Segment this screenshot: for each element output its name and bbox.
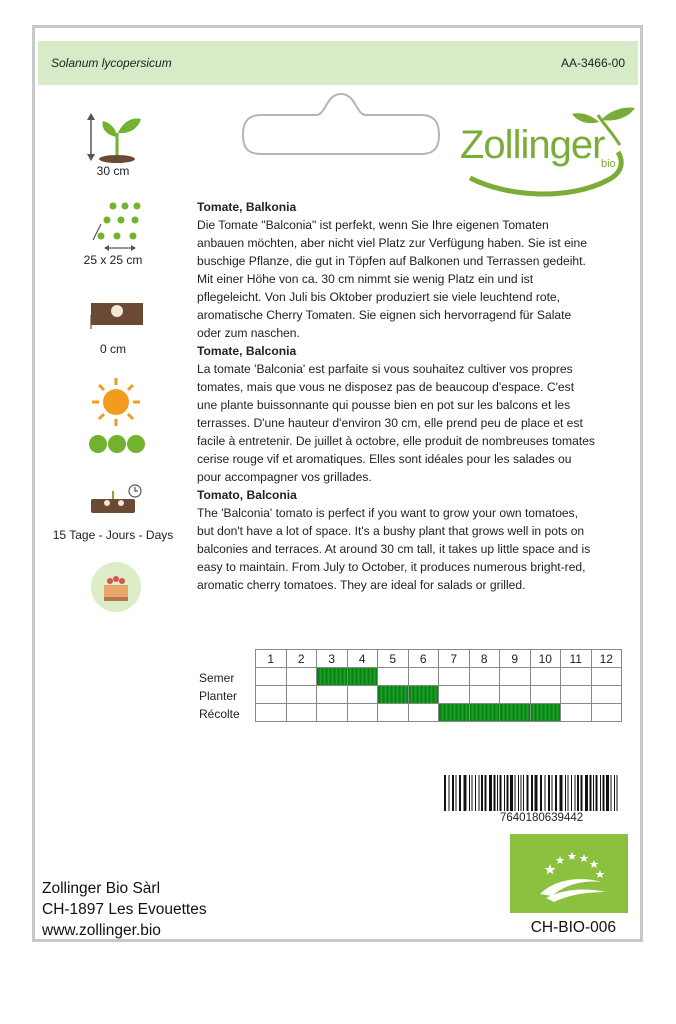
calendar-cell — [439, 686, 470, 704]
barcode-bar — [575, 775, 576, 811]
barcode-bar — [521, 775, 522, 811]
barcode-bar — [600, 775, 601, 811]
spacing-label: 25 x 25 cm — [83, 253, 143, 267]
barcode-bar — [531, 775, 533, 811]
height-label: 30 cm — [96, 164, 130, 178]
calendar-cell — [408, 668, 439, 686]
barcode-bar — [515, 775, 516, 811]
barcode-bar — [540, 775, 542, 811]
calendar-cell — [256, 686, 287, 704]
calendar-cell — [347, 668, 378, 686]
barcode-bar — [485, 775, 487, 811]
calendar-month-4: 4 — [347, 650, 378, 668]
calendar-cell — [469, 704, 500, 722]
company-postal: CH-1897 Les Evouettes — [42, 901, 207, 918]
seed-packet-back — [32, 25, 643, 942]
description-title-fr: Tomate, Balconia — [197, 344, 297, 358]
calendar-month-3: 3 — [317, 650, 348, 668]
brand-name: Zollinger — [460, 123, 605, 167]
barcode-bar — [459, 775, 461, 811]
calendar-row — [256, 686, 622, 704]
calendar-cell — [439, 704, 470, 722]
barcode-bar — [523, 775, 524, 811]
calendar-cell — [408, 686, 439, 704]
calendar-cell — [317, 704, 348, 722]
company-name: Zollinger Bio Sàrl — [42, 880, 161, 897]
barcode-bar — [535, 775, 538, 811]
calendar-cell — [378, 686, 409, 704]
calendar-cell — [469, 686, 500, 704]
brand-sub: bio — [601, 158, 616, 170]
barcode-bar — [585, 775, 588, 811]
barcode-bar — [527, 775, 529, 811]
barcode-bar — [571, 775, 572, 811]
calendar-cell — [439, 668, 470, 686]
calendar-label-plant: Planter — [199, 689, 238, 703]
description-text-de: Die Tomate "Balconia" ist perfekt, wenn Sie Ihre eigenen Tomaten anbauen möchten, aber nicht viel Platz zur Verfügung haben. Sie ist eine buschige Pflanze, die gut in Töpfen auf Balkonen und Terrassen gedeiht. Mit einer Höhe von ca. 30 cm nimmt sie wenig Platz ein und ist pflegeleicht. Von Juli bis Oktober produziert sie viele leuchtend rote, aromatische Cherry Tomaten. Sie eignen sich hervorragend für Salate oder zum naschen. — [197, 218, 587, 340]
barcode-bar — [500, 775, 502, 811]
calendar-cell — [317, 686, 348, 704]
barcode-bar — [518, 775, 519, 811]
description-title-de: Tomate, Balkonia — [197, 200, 297, 214]
company-website: www.zollinger.bio — [42, 922, 161, 939]
calendar-month-1: 1 — [256, 650, 287, 668]
calendar-cell — [378, 668, 409, 686]
calendar-cell — [378, 704, 409, 722]
article-code: AA-3466-00 — [560, 56, 625, 70]
germination-icon — [87, 481, 147, 521]
barcode-bar — [611, 775, 612, 811]
calendar-cell — [500, 686, 531, 704]
certification-code: CH-BIO-006 — [530, 919, 616, 936]
calendar-month-12: 12 — [591, 650, 622, 668]
barcode-bar — [603, 775, 605, 811]
barcode-bar — [614, 775, 615, 811]
calendar-cell — [530, 668, 561, 686]
hang-tab-outline — [241, 90, 441, 160]
calendar-cell — [561, 668, 592, 686]
barcode-bar — [472, 775, 473, 811]
description-title-en: Tomato, Balconia — [197, 488, 297, 502]
latin-name: Solanum lycopersicum — [51, 56, 172, 70]
calendar-cell — [256, 668, 287, 686]
barcode-number: 7640180639442 — [500, 812, 584, 824]
description-text-fr: La tomate 'Balconia' est parfaite si vous souhaitez cultiver vos propres tomates, mais que vous ne disposez pas de beaucoup d'espace. C'est une plante buissonnante qui pousse bien en pot sur les balcons et les terrasses. D'une hauteur d'environ 30 cm, elle prend peu de place et est facile à entretenir. De juillet à octobre, elle produit de nombreuses tomates cerise rouge vif et aromatiques. Elles sont idéales pour les salades ou pour accompagner vos grillades. — [197, 362, 595, 484]
growing-calendar — [255, 649, 622, 722]
calendar-cell — [286, 668, 317, 686]
barcode-bar — [469, 775, 470, 811]
calendar-cell — [286, 686, 317, 704]
calendar-cell — [561, 686, 592, 704]
calendar-label-sow: Semer — [199, 671, 235, 685]
barcode-bar — [577, 775, 579, 811]
company-address — [42, 878, 207, 941]
calendar-month-11: 11 — [561, 650, 592, 668]
depth-label: 0 cm — [99, 342, 126, 356]
barcode-bar — [504, 775, 505, 811]
germination-label: 15 Tage - Jours - Days — [52, 528, 174, 542]
barcode-bar — [449, 775, 450, 811]
calendar-cell — [408, 704, 439, 722]
description-block — [197, 198, 597, 594]
calendar-cell — [561, 704, 592, 722]
barcode-bar — [489, 775, 492, 811]
calendar-cell — [591, 704, 622, 722]
eu-leaf-stars-icon — [510, 834, 628, 913]
barcode-bar — [507, 775, 509, 811]
calendar-cell — [500, 668, 531, 686]
calendar-month-9: 9 — [500, 650, 531, 668]
barcode-bar — [497, 775, 498, 811]
calendar-month-2: 2 — [286, 650, 317, 668]
calendar-month-5: 5 — [378, 650, 409, 668]
sowing-depth-icon — [87, 293, 147, 341]
calendar-cell — [530, 686, 561, 704]
barcode-bar — [555, 775, 557, 811]
suitable-for-pots-badge-icon — [90, 561, 142, 613]
barcode-bar — [510, 775, 513, 811]
calendar-month-10: 10 — [530, 650, 561, 668]
calendar-month-8: 8 — [469, 650, 500, 668]
barcode-bar — [568, 775, 569, 811]
calendar-cell — [500, 704, 531, 722]
calendar-cell — [530, 704, 561, 722]
barcode-bar — [606, 775, 609, 811]
calendar-row — [256, 704, 622, 722]
barcode-image — [442, 775, 622, 811]
sun-icon — [90, 376, 142, 428]
barcode-bar — [475, 775, 476, 811]
barcode-bar — [617, 775, 618, 811]
calendar-cell — [347, 686, 378, 704]
calendar-cell — [591, 686, 622, 704]
barcode-bar — [481, 775, 483, 811]
calendar-cell — [286, 704, 317, 722]
calendar-month-7: 7 — [439, 650, 470, 668]
calendar-cell — [469, 668, 500, 686]
water-need-icon — [87, 433, 147, 455]
calendar-cell — [347, 704, 378, 722]
calendar-cell — [591, 668, 622, 686]
eu-organic-logo — [510, 834, 628, 913]
calendar-cell — [317, 668, 348, 686]
barcode-bar — [590, 775, 592, 811]
barcode-bar — [545, 775, 546, 811]
calendar-row — [256, 668, 622, 686]
barcode-bar — [581, 775, 583, 811]
calendar-label-harvest: Récolte — [199, 707, 240, 721]
barcode-bar — [560, 775, 563, 811]
calendar-cell — [256, 704, 287, 722]
header-band — [38, 41, 638, 85]
calendar-month-6: 6 — [408, 650, 439, 668]
barcode-bar — [456, 775, 457, 811]
barcode-bar — [552, 775, 553, 811]
calendar-row-labels — [199, 669, 240, 723]
plant-height-icon — [85, 111, 145, 163]
barcode-bar — [596, 775, 598, 811]
barcode-bar — [548, 775, 550, 811]
barcode-bar — [452, 775, 454, 811]
barcode-bar — [464, 775, 467, 811]
barcode-bar — [565, 775, 566, 811]
description-text-en: The 'Balconia' tomato is perfect if you want to grow your own tomatoes, but don't have a lot of space. It's a bushy plant that grows well in pots on balconies and terraces. At around 30 cm tall, it takes up little space and is easy to maintain. From July to October, it produces numerous bright-red, aromatic cherry tomatoes. They are ideal for salads or grilled. — [197, 506, 591, 592]
barcode-bar — [593, 775, 594, 811]
barcode-bar — [494, 775, 496, 811]
barcode-bar — [479, 775, 480, 811]
barcode-bar — [444, 775, 446, 811]
spacing-icon — [87, 198, 147, 252]
